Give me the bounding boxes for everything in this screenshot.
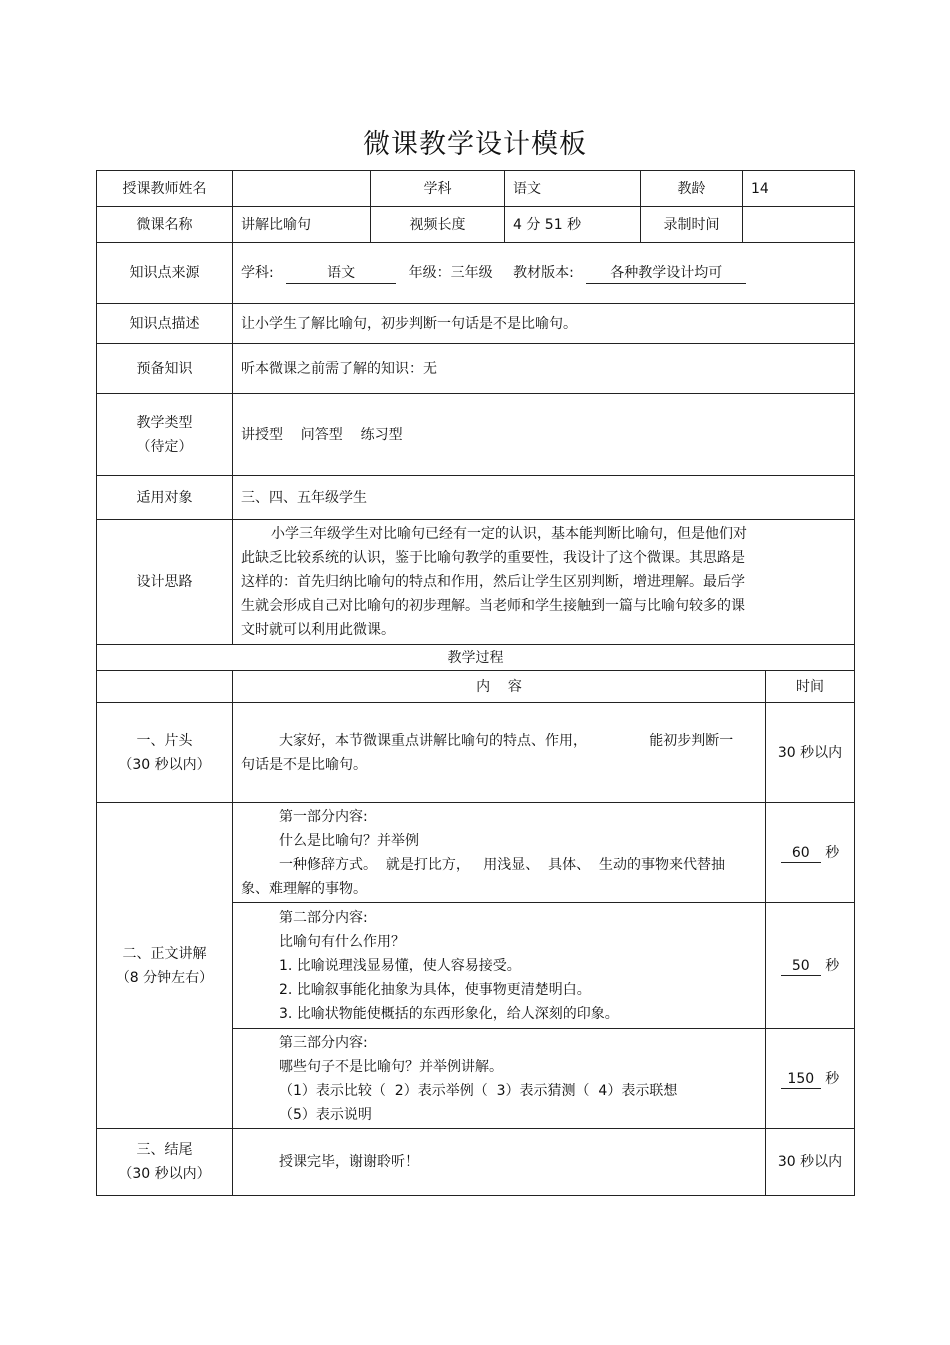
row-teacher bbox=[97, 171, 855, 207]
content-header: 内 容 bbox=[233, 671, 766, 703]
part2-time-value: 50 bbox=[781, 957, 821, 976]
row-body-part1 bbox=[97, 803, 855, 903]
video-length-value: 4 分 51 秒 bbox=[505, 207, 641, 243]
part1-text bbox=[233, 803, 766, 903]
part2-line-3: 1. 比喻说理浅显易懂，使人容易接受。 bbox=[279, 957, 521, 974]
row-lesson-name bbox=[97, 207, 855, 243]
teaching-type-label-1: 教学类型 bbox=[136, 414, 193, 431]
part1-time bbox=[766, 803, 855, 903]
lesson-design-table bbox=[96, 170, 855, 1196]
ending-time: 30 秒以内 bbox=[766, 1129, 855, 1196]
audience-text: 三、四、五年级学生 bbox=[233, 476, 855, 520]
record-time-label: 录制时间 bbox=[641, 207, 743, 243]
source-subject-prefix: 学科: bbox=[241, 265, 274, 281]
knowledge-source-label: 知识点来源 bbox=[97, 243, 233, 304]
intro-label bbox=[97, 703, 233, 803]
teaching-type-label-2: （待定） bbox=[136, 438, 193, 455]
intro-line-2: 句话是不是比喻句。 bbox=[241, 756, 367, 773]
part1-line-1: 第一部分内容: bbox=[279, 808, 368, 825]
body-label-1: 二、正文讲解 bbox=[122, 945, 207, 962]
description-text: 让小学生了解比喻句，初步判断一句话是不是比喻句。 bbox=[233, 304, 855, 344]
audience-label: 适用对象 bbox=[97, 476, 233, 520]
row-knowledge-source bbox=[97, 243, 855, 304]
intro-line-1: 大家好，本节微课重点讲解比喻句的特点、作用， 能初步判断一 bbox=[279, 732, 734, 749]
teacher-label: 授课教师姓名 bbox=[97, 171, 233, 207]
part1-line-3: 一种修辞方式。 就是打比方， 用浅显、 具体、 生动的事物来代替抽 bbox=[279, 856, 726, 873]
description-label: 知识点描述 bbox=[97, 304, 233, 344]
part2-time bbox=[766, 903, 855, 1029]
intro-label-1: 一、片头 bbox=[136, 732, 193, 749]
source-textbook: 各种教学设计均可 bbox=[586, 263, 746, 284]
part3-text bbox=[233, 1029, 766, 1129]
part2-text bbox=[233, 903, 766, 1029]
time-header: 时间 bbox=[766, 671, 855, 703]
source-subject: 语文 bbox=[286, 263, 396, 284]
teaching-type-label bbox=[97, 394, 233, 476]
design-idea-label: 设计思路 bbox=[97, 520, 233, 645]
subject-label: 学科 bbox=[371, 171, 505, 207]
teaching-age-label: 教龄 bbox=[641, 171, 743, 207]
ending-label-1: 三、结尾 bbox=[136, 1142, 193, 1158]
body-label-2: （8 分钟左右） bbox=[115, 969, 214, 986]
row-intro bbox=[97, 703, 855, 803]
prerequisite-label: 预备知识 bbox=[97, 344, 233, 394]
row-description bbox=[97, 304, 855, 344]
row-content-header bbox=[97, 671, 855, 703]
document-title: 微课教学设计模板 bbox=[363, 129, 587, 160]
intro-label-2: （30 秒以内） bbox=[118, 756, 211, 773]
design-line-2: 此缺乏比较系统的认识，鉴于比喻句教学的重要性，我设计了这个微课。其思路是 bbox=[241, 550, 745, 566]
part2-line-4: 2. 比喻叙事能化抽象为具体，使事物更清楚明白。 bbox=[279, 981, 591, 998]
teacher-value bbox=[233, 171, 371, 207]
ending-label bbox=[97, 1129, 233, 1196]
prerequisite-text: 听本微课之前需了解的知识：无 bbox=[233, 344, 855, 394]
knowledge-source-value bbox=[233, 243, 855, 304]
subject-value: 语文 bbox=[505, 171, 641, 207]
lesson-name-value: 讲解比喻句 bbox=[233, 207, 371, 243]
row-prerequisite bbox=[97, 344, 855, 394]
part2-line-5: 3. 比喻状物能使概括的东西形象化，给人深刻的印象。 bbox=[279, 1005, 619, 1022]
intro-text bbox=[233, 703, 766, 803]
part3-line-2: 哪些句子不是比喻句？并举例讲解。 bbox=[279, 1058, 503, 1075]
part2-line-2: 比喻句有什么作用？ bbox=[279, 933, 405, 950]
row-audience bbox=[97, 476, 855, 520]
row-process-header bbox=[97, 645, 855, 671]
design-line-1: 小学三年级学生对比喻句已经有一定的认识，基本能判断比喻句，但是他们对 bbox=[271, 526, 747, 542]
design-idea-text bbox=[233, 520, 855, 645]
part2-line-1: 第二部分内容: bbox=[279, 909, 368, 926]
intro-time: 30 秒以内 bbox=[766, 703, 855, 803]
record-time-value bbox=[743, 207, 855, 243]
lesson-name-label: 微课名称 bbox=[97, 207, 233, 243]
part3-time-unit: 秒 bbox=[825, 1070, 840, 1087]
ending-text: 授课完毕，谢谢聆听！ bbox=[233, 1129, 766, 1196]
design-line-3: 这样的：首先归纳比喻句的特点和作用，然后让学生区别判断，增进理解。最后学 bbox=[241, 574, 745, 590]
design-line-4: 生就会形成自己对比喻句的初步理解。当老师和学生接触到一篇与比喻句较多的课 bbox=[241, 598, 745, 614]
part1-time-unit: 秒 bbox=[825, 844, 840, 861]
teaching-age-value: 14 bbox=[743, 171, 855, 207]
part3-line-3: （1）表示比较（ 2）表示举例（ 3）表示猜测（ 4）表示联想 bbox=[279, 1082, 678, 1099]
content-header-empty bbox=[97, 671, 233, 703]
video-length-label: 视频长度 bbox=[371, 207, 505, 243]
part1-line-2: 什么是比喻句？并举例 bbox=[279, 832, 419, 849]
ending-label-2: （30 秒以内） bbox=[118, 1166, 211, 1182]
part2-time-unit: 秒 bbox=[825, 957, 840, 974]
process-header: 教学过程 bbox=[97, 645, 855, 671]
source-textbook-prefix: 教材版本: bbox=[513, 265, 574, 281]
body-label bbox=[97, 803, 233, 1129]
part1-line-4: 象、难理解的事物。 bbox=[241, 880, 367, 897]
row-ending bbox=[97, 1129, 855, 1196]
teaching-type-text: 讲授型 问答型 练习型 bbox=[233, 394, 855, 476]
row-teaching-type bbox=[97, 394, 855, 476]
part3-line-4: （5）表示说明 bbox=[279, 1106, 372, 1123]
design-line-5: 文时就可以利用此微课。 bbox=[241, 622, 395, 638]
source-grade: 年级：三年级 bbox=[408, 265, 493, 281]
part3-line-1: 第三部分内容: bbox=[279, 1034, 368, 1051]
part1-time-value: 60 bbox=[781, 844, 821, 863]
part3-time bbox=[766, 1029, 855, 1129]
part3-time-value: 150 bbox=[781, 1070, 821, 1089]
row-design-idea bbox=[97, 520, 855, 645]
